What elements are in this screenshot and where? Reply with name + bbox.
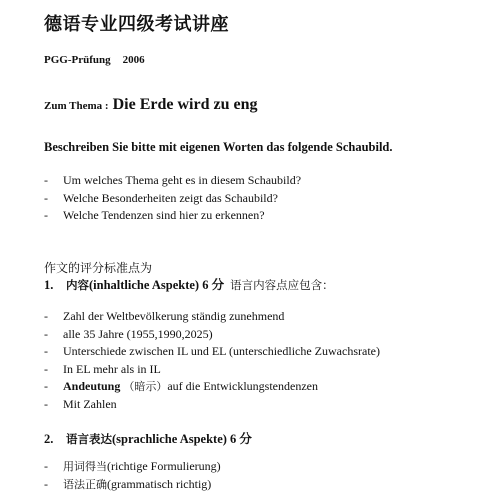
bullet-dash: - xyxy=(44,190,48,205)
list-item xyxy=(44,207,301,225)
point-text: alle 35 Jahre (1955,1990,2025) xyxy=(63,326,213,341)
point-text: auf die Entwicklungstendenzen xyxy=(167,379,318,393)
list-item xyxy=(44,476,221,494)
section-number: 2. xyxy=(44,432,54,446)
document-title: 德语专业四级考试讲座 xyxy=(44,14,229,35)
point-text: Mit Zahlen xyxy=(63,396,117,411)
list-item xyxy=(44,308,380,326)
bullet-dash: - xyxy=(44,459,48,473)
language-point-list xyxy=(44,458,221,493)
topic-title: Die Erde wird zu eng xyxy=(112,96,258,113)
section-title-cn: 语言表达 xyxy=(66,432,112,446)
content-point-list xyxy=(44,308,380,413)
exam-line xyxy=(44,54,145,66)
task-instruction: Beschreiben Sie bitte mit eigenen Worten das folgende Schaubild. xyxy=(44,140,393,154)
point-text-cn: 语法正确 xyxy=(63,477,107,491)
point-text: Unterschiede zwischen IL und EL (unterschiedliche Zuwachsrate) xyxy=(63,344,380,358)
point-text: Zahl der Weltbevölkerung ständig zunehmend xyxy=(63,309,285,323)
list-item xyxy=(44,361,380,379)
list-item xyxy=(44,458,221,476)
question-text: Um welches Thema geht es in diesem Schaubild? xyxy=(63,173,302,187)
section-heading-language xyxy=(44,429,252,447)
exam-year: 2006 xyxy=(122,54,145,66)
section-title-de: (inhaltliche Aspekte) 6 分 xyxy=(89,278,225,292)
point-text: (richtige Formulierung) xyxy=(107,459,221,473)
topic-line xyxy=(44,96,257,114)
section-heading-content xyxy=(44,275,334,293)
question-list xyxy=(44,172,301,225)
question-text: Welche Tendenzen sind hier zu erkennen? xyxy=(63,208,265,222)
question-text: Welche Besonderheiten zeigt das Schaubild? xyxy=(63,190,278,205)
point-text: (grammatisch richtig) xyxy=(107,476,212,491)
exam-label: PGG-Prüfung xyxy=(44,54,111,66)
bullet-dash: - xyxy=(44,326,48,341)
section-number: 1. xyxy=(44,278,54,292)
point-text: In EL mehr als in IL xyxy=(63,361,161,376)
list-item xyxy=(44,172,301,190)
list-item xyxy=(44,190,301,208)
list-item xyxy=(44,326,380,344)
list-item xyxy=(44,396,380,414)
criteria-heading: 作文的评分标准点为 xyxy=(44,261,153,275)
bullet-dash: - xyxy=(44,361,48,376)
point-keyword: Andeutung xyxy=(63,379,121,393)
section-title-de: (sprachliche Aspekte) 6 分 xyxy=(112,432,252,446)
point-text-cn: 用词得当 xyxy=(63,460,107,473)
section-note: 语言内容点应包含： xyxy=(230,278,334,292)
bullet-dash: - xyxy=(44,208,48,222)
topic-label: Zum Thema : xyxy=(44,100,109,112)
bullet-dash: - xyxy=(44,396,48,411)
point-keyword-cn: （暗示） xyxy=(123,380,168,393)
bullet-dash: - xyxy=(44,309,48,323)
list-item xyxy=(44,343,380,361)
list-item xyxy=(44,378,380,396)
bullet-dash: - xyxy=(44,173,48,187)
bullet-dash: - xyxy=(44,379,48,393)
bullet-dash: - xyxy=(44,476,48,491)
bullet-dash: - xyxy=(44,344,48,358)
section-title-cn: 内容 xyxy=(66,278,89,292)
